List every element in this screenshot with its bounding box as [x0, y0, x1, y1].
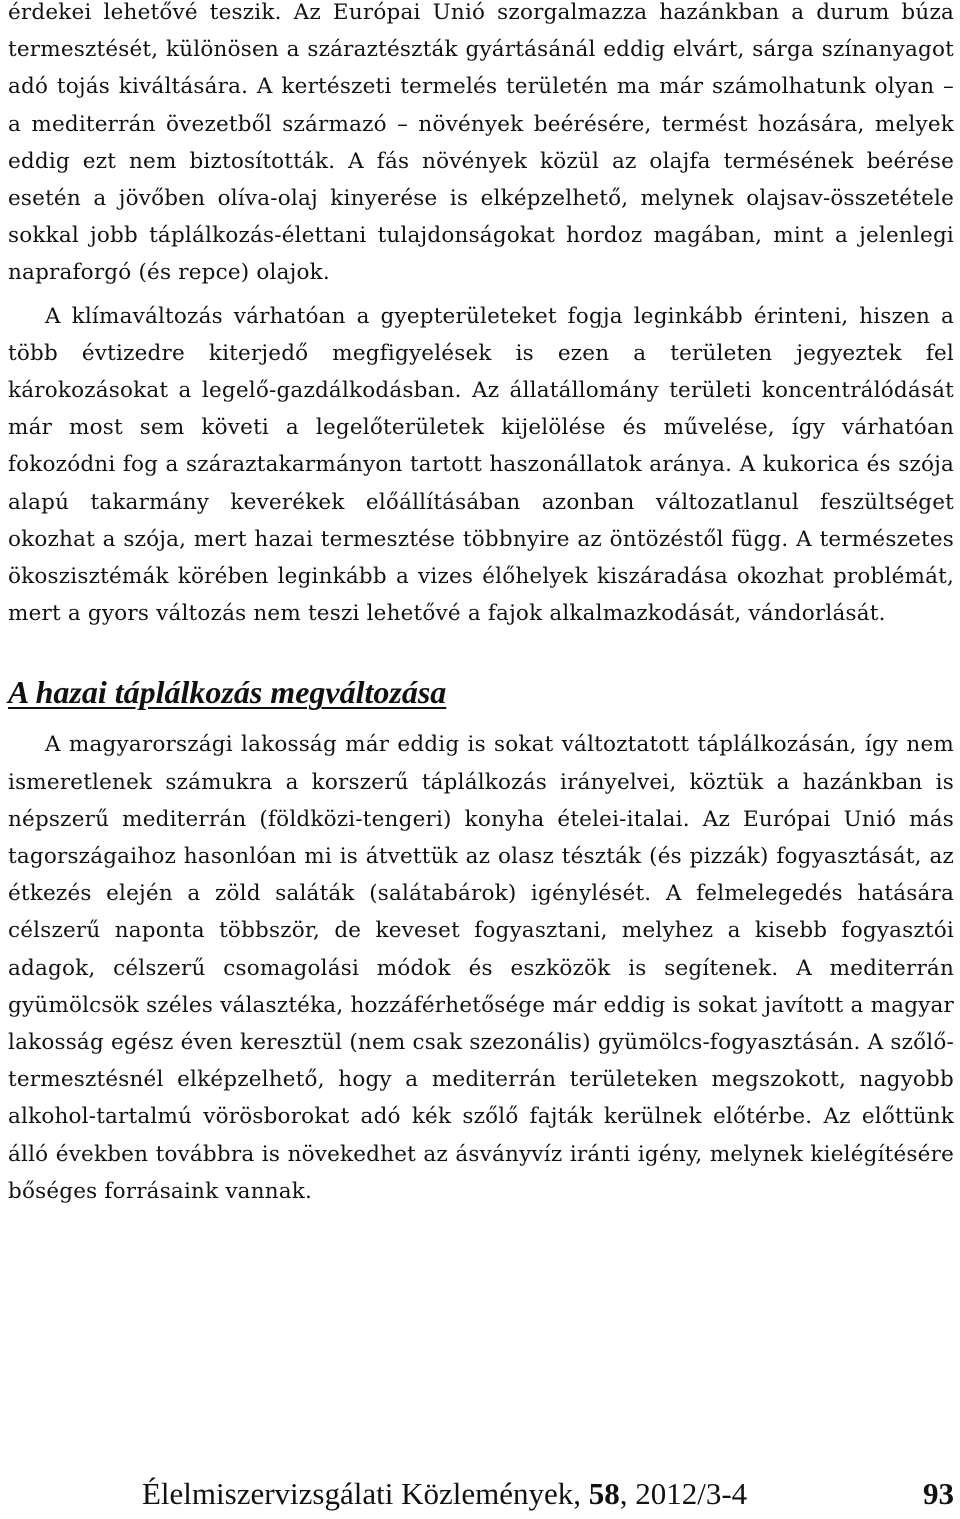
section-heading: A hazai táplálkozás megváltozása: [8, 674, 447, 711]
body-paragraph-2: A klímaváltozás várhatóan a gyepterületeket fogja leginkább érinteni, hiszen a több évtizedre kiterjedő megfigyelések is ezen a területen jegyeztek fel károkozásokat a legelő-gazdálkodásban. Az állatállomány területi koncentrálódását már most sem követi a legelőterületek kijelölése és művelése, így várhatóan fokozódni fog a száraztakarmányon tartott haszonállatok aránya. A kukorica és szója alapú takarmány keverékek előállításában azonban változatlanul feszültséget okozhat a szója, mert hazai termesztése többnyire az öntözéstől függ. A természetes ökoszisztémák körében leginkább a vizes élőhelyek kiszáradása okozhat problémát, mert a gyors változás nem teszi lehetővé a fajok alkalmazkodását, vándorlását.: [8, 303, 954, 627]
document-page: [8, 0, 954, 1210]
journal-citation: [142, 1474, 747, 1514]
body-paragraph-3: A magyarországi lakosság már eddig is sokat változtatott táplálkozásán, így nem ismeretlenek számukra a korszerű táplálkozás irányelvei, köztük a hazánkban is népszerű mediterrán (földközi-tengeri) konyha ételei-italai. Az Európai Unió más tagországaihoz hasonlóan mi is átvettük az olasz tészták (és pizzák) fogyasztását, az étkezés elején a zöld saláták (salátabárok) igénylését. A felmelegedés hatására célszerű naponta többször, de keveset fogyasztani, melyhez a kisebb fogyasztói adagok, célszerű csomagolási módok és eszközök is segítenek. A mediterrán gyümölcsök széles választéka, hozzáférhetősége már eddig is sokat javított a magyar lakosság egész éven keresztül (nem csak szezonális) gyümölcs-fogyasztásán. A szőlő-termesztésnél elképzelhető, hogy a mediterrán területeken megszokott, nagyobb alkohol-tartalmú vörösborokat adó kék szőlő fajták kerülnek előtérbe. Az előttünk álló években továbbra is növekedhet az ásványvíz iránti igény, melynek kielégítésére bőséges forrásaink vannak.: [8, 732, 954, 1204]
page-number: 93: [923, 1476, 954, 1511]
journal-volume: 58: [588, 1476, 620, 1511]
journal-name: Élelmiszervizsgálati Közlemények,: [142, 1476, 589, 1511]
page-footer: [0, 1474, 954, 1514]
body-paragraph-1: érdekei lehetővé teszik. Az Európai Unió szorgalmazza hazánkban a durum búza termesztését, különösen a száraztészták gyártásánál eddig elvárt, sárga színanyagot adó tojás kiváltására. A kertészeti termelés területén ma már számolhatunk olyan – a mediterrán övezetből származó – növények beérésére, termést hozására, melyek eddig ezt nem biztosították. A fás növények közül az olajfa termésének beérése esetén a jövőben olíva-olaj kinyerése is elképzelhető, melynek olajsav-összetétele sokkal jobb táplálkozás-élettani tulajdonságokat hordoz magában, mint a jelenlegi napraforgó (és repce) olajok.: [8, 0, 954, 286]
journal-issue: , 2012/3-4: [619, 1476, 748, 1511]
